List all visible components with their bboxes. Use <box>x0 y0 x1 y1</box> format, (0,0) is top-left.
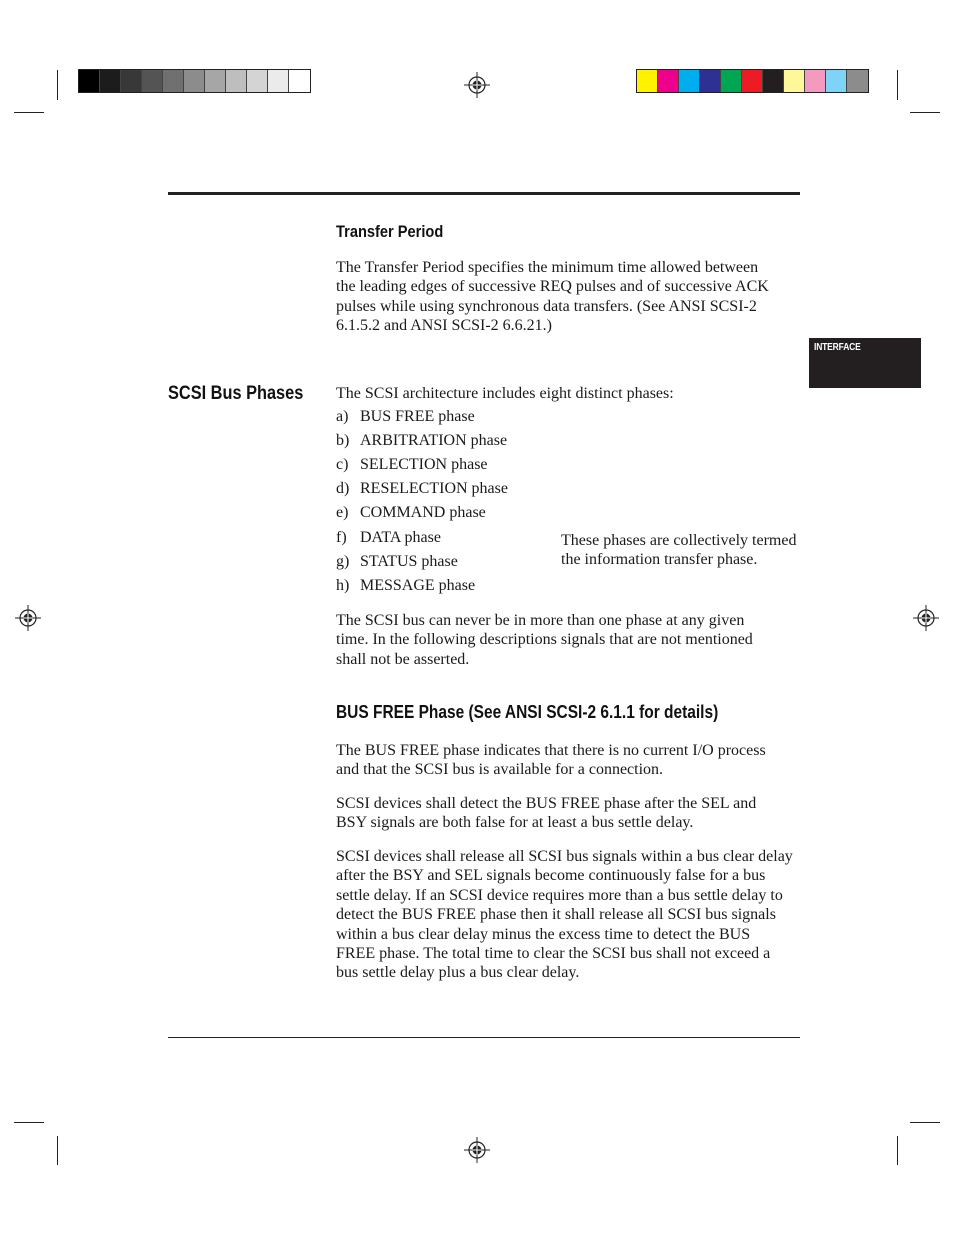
text-line: detect the BUS FREE phase then it shall release all SCSI bus signals <box>336 906 776 924</box>
list-item <box>336 480 508 498</box>
crop-mark <box>910 112 940 113</box>
text-line: These phases are collectively termed <box>561 532 797 549</box>
gray-swatch <box>247 70 268 92</box>
text-line: BSY signals are both false for at least a bus settle delay. <box>336 814 694 832</box>
list-item-text: STATUS phase <box>360 553 458 570</box>
text-line: The BUS FREE phase indicates that there is no current I/O process <box>336 742 766 759</box>
list-item-text: SELECTION phase <box>360 456 488 473</box>
bus-free-paragraph-1 <box>336 741 806 780</box>
phases-intro: The SCSI architecture includes eight distinct phases: <box>336 385 674 402</box>
list-item-text: RESELECTION phase <box>360 480 508 497</box>
color-calibration-bar <box>636 69 869 93</box>
gray-swatch <box>226 70 247 92</box>
text-line: shall not be asserted. <box>336 650 470 668</box>
list-item <box>336 504 486 522</box>
color-swatch <box>784 70 805 92</box>
phases-closing-paragraph <box>336 611 806 669</box>
gray-swatch <box>79 70 100 92</box>
list-item <box>336 456 488 474</box>
color-swatch <box>847 70 868 92</box>
text-line: the leading edges of successive REQ pulses and of successive ACK <box>336 278 769 296</box>
crop-mark <box>14 1122 44 1123</box>
text-line: The SCSI bus can never be in more than one phase at any given <box>336 612 745 629</box>
list-item-text: DATA phase <box>360 529 441 546</box>
color-swatch <box>805 70 826 92</box>
bus-free-heading: BUS FREE Phase (See ANSI SCSI-2 6.1.1 for details) <box>336 702 719 722</box>
color-swatch <box>679 70 700 92</box>
color-swatch <box>742 70 763 92</box>
transfer-period-heading: Transfer Period <box>336 222 444 241</box>
transfer-period-paragraph <box>336 258 806 336</box>
text-line: settle delay. If an SCSI device requires more than a bus settle delay to <box>336 886 783 904</box>
gray-swatch <box>163 70 184 92</box>
color-swatch <box>763 70 784 92</box>
text-line: within a bus clear delay minus the excess time to detect the BUS <box>336 925 751 943</box>
list-item <box>336 553 458 571</box>
crop-mark <box>57 1136 58 1165</box>
color-swatch <box>658 70 679 92</box>
gray-swatch <box>121 70 142 92</box>
gray-calibration-bar <box>78 69 311 93</box>
list-item-label: g) <box>336 553 350 570</box>
color-swatch <box>721 70 742 92</box>
crop-mark <box>897 1136 898 1165</box>
list-item-label: h) <box>336 577 350 594</box>
information-transfer-note <box>561 531 796 570</box>
list-item-label: d) <box>336 480 350 497</box>
text-line: 6.1.5.2 and ANSI SCSI-2 6.6.21.) <box>336 317 553 335</box>
list-item-label: e) <box>336 504 349 521</box>
text-line: SCSI devices shall detect the BUS FREE phase after the SEL and <box>336 795 757 812</box>
list-item-label: c) <box>336 456 349 473</box>
text-line: time. In the following descriptions signals that are not mentioned <box>336 631 753 649</box>
text-line: the information transfer phase. <box>561 551 758 569</box>
list-item-label: b) <box>336 432 350 449</box>
text-line: bus settle delay plus a bus clear delay. <box>336 964 580 982</box>
text-line: and that the SCSI bus is available for a connection. <box>336 761 664 779</box>
gray-swatch <box>289 70 310 92</box>
list-item-text: COMMAND phase <box>360 504 486 521</box>
gray-swatch <box>205 70 226 92</box>
top-rule <box>168 192 800 195</box>
text-line: FREE phase. The total time to clear the SCSI bus shall not exceed a <box>336 945 771 963</box>
text-line: pulses while using synchronous data transfers. (See ANSI SCSI-2 <box>336 297 757 315</box>
text-line: SCSI devices shall release all SCSI bus signals within a bus clear delay <box>336 848 793 865</box>
text-line: after the BSY and SEL signals become continuously false for a bus <box>336 867 766 885</box>
section-tab-label: INTERFACE <box>814 342 861 353</box>
list-item <box>336 529 441 547</box>
list-item-text: MESSAGE phase <box>360 577 476 594</box>
text-line: The Transfer Period specifies the minimum time allowed between <box>336 259 759 276</box>
bottom-rule <box>168 1037 800 1038</box>
crop-mark <box>910 1122 940 1123</box>
scsi-bus-phases-heading: SCSI Bus Phases <box>168 383 304 404</box>
gray-swatch <box>268 70 289 92</box>
list-item <box>336 432 507 450</box>
crop-mark <box>14 112 44 113</box>
list-item <box>336 577 475 595</box>
bus-free-paragraph-3 <box>336 847 806 983</box>
color-swatch <box>826 70 847 92</box>
list-item-label: a) <box>336 408 349 425</box>
color-swatch <box>700 70 721 92</box>
section-tab <box>809 338 921 388</box>
crop-mark <box>897 70 898 100</box>
list-item-label: f) <box>336 529 347 546</box>
registration-mark-icon <box>913 605 939 631</box>
list-item <box>336 408 475 426</box>
gray-swatch <box>184 70 205 92</box>
bus-free-paragraph-2 <box>336 794 806 833</box>
registration-mark-icon <box>15 605 41 631</box>
list-item-text: ARBITRATION phase <box>360 432 508 449</box>
registration-mark-icon <box>464 1137 490 1163</box>
gray-swatch <box>142 70 163 92</box>
registration-mark-icon <box>464 72 490 98</box>
crop-mark <box>57 70 58 100</box>
color-swatch <box>637 70 658 92</box>
list-item-text: BUS FREE phase <box>360 408 475 425</box>
gray-swatch <box>100 70 121 92</box>
